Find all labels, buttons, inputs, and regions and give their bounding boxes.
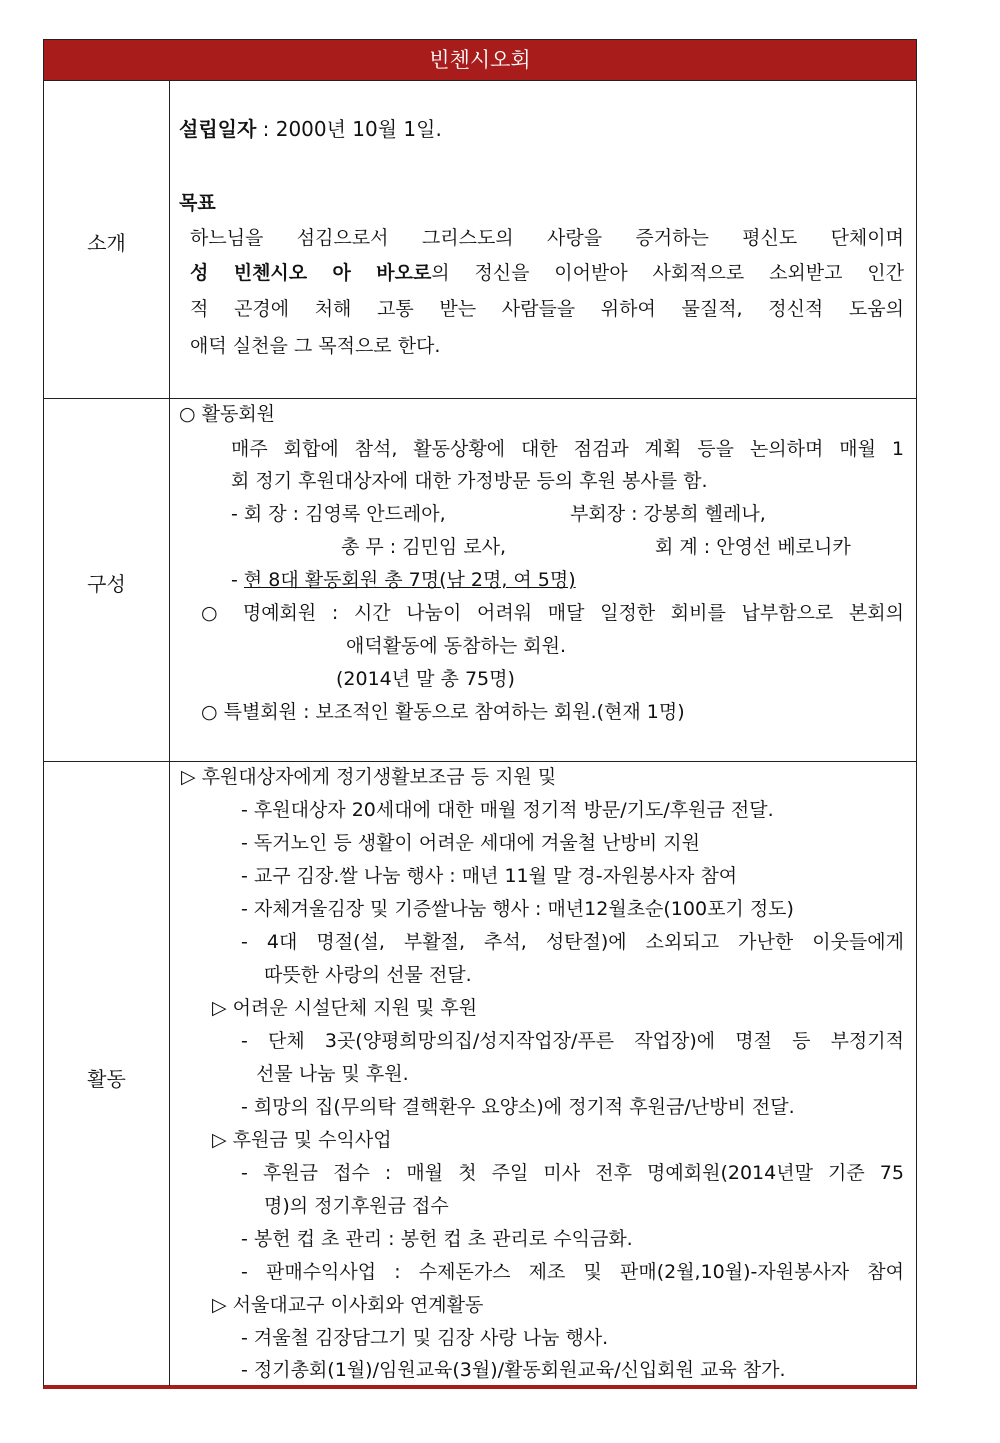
- goal-line: 애덕 실천을 그 목적으로 한다.: [190, 335, 441, 357]
- officer-president: - 회 장 : 김영록 안드레아,: [231, 503, 446, 525]
- active-desc-line: 회 정기 후원대상자에 대한 가정방문 등의 후원 봉사를 함.: [231, 470, 708, 492]
- goal-line: 적 곤경에 처해 고통 받는 사람들을 위하여 물질적, 정신적 도움의: [190, 298, 904, 320]
- row-label-activities: 활동: [87, 1067, 126, 1091]
- goal-heading: 목표: [179, 192, 216, 214]
- officer-treasurer: 회 계 : 안영선 베로니카: [655, 536, 851, 558]
- activity-heading: ▷ 후원대상자에게 정기생활보조금 등 지원 및: [181, 766, 557, 788]
- activity-item: - 희망의 집(무의탁 결핵환우 요양소)에 정기적 후원금/난방비 전달.: [241, 1096, 795, 1118]
- column-divider: [169, 80, 170, 1386]
- activity-item-cont: 명)의 정기후원금 접수: [264, 1195, 449, 1217]
- activity-heading: ▷ 후원금 및 수익사업: [212, 1129, 392, 1151]
- active-desc-line: 매주 회합에 참석, 활동상황에 대한 점검과 계획 등을 논의하며 매월 1: [231, 438, 904, 460]
- divider: [44, 80, 916, 81]
- activity-item-cont: 선물 나눔 및 후원.: [256, 1063, 409, 1085]
- active-members-title: ○ 활동회원: [179, 403, 276, 425]
- activity-item: - 독거노인 등 생활이 어려운 세대에 겨울철 난방비 지원: [241, 832, 700, 854]
- founded-label: 설립일자: [179, 117, 257, 141]
- founded-value: : 2000년 10월 1일.: [256, 117, 442, 141]
- officer-secretary: 총 무 : 김민임 로사,: [341, 536, 507, 558]
- table-title: 빈첸시오회: [44, 40, 916, 80]
- activity-heading: ▷ 서울대교구 이사회와 연계활동: [212, 1294, 484, 1316]
- activity-item: - 단체 3곳(양평희망의집/성지작업장/푸른 작업장)에 명절 등 부정기적: [241, 1030, 904, 1052]
- officer-vice-president: 부회장 : 강봉희 헬레나,: [570, 503, 766, 525]
- divider: [44, 398, 916, 399]
- divider: [44, 761, 916, 762]
- goal-line: 하느님을 섬김으로서 그리스도의 사랑을 증거하는 평신도 단체이며: [190, 227, 904, 249]
- founded-date: [179, 116, 442, 142]
- document-table: [43, 39, 917, 1389]
- honorary-line: 애덕활동에 동참하는 회원.: [346, 635, 567, 657]
- row-label-intro: 소개: [87, 231, 126, 255]
- honorary-count: (2014년 말 총 75명): [336, 668, 515, 690]
- member-count: - 현 8대 활동회원 총 7명(남 2명, 여 5명): [231, 569, 576, 591]
- activity-item: - 판매수익사업 : 수제돈가스 제조 및 판매(2월,10월)-자원봉사자 참여: [241, 1261, 904, 1283]
- goal-line: 성 빈첸시오 아 바오로의 정신을 이어받아 사회적으로 소외받고 인간: [190, 262, 904, 284]
- activity-item: - 겨울철 김장담그기 및 김장 사랑 나눔 행사.: [241, 1327, 609, 1349]
- activity-heading: ▷ 어려운 시설단체 지원 및 후원: [212, 997, 478, 1019]
- activity-item: - 봉헌 컵 초 관리 : 봉헌 컵 초 관리로 수익금화.: [241, 1228, 633, 1250]
- activity-item: - 4대 명절(설, 부활절, 추석, 성탄절)에 소외되고 가난한 이웃들에게: [241, 931, 904, 953]
- patron-name: 성 빈첸시오 아 바오로: [190, 262, 432, 284]
- honorary-line: ○ 명예회원 : 시간 나눔이 어려워 매달 일정한 회비를 납부함으로 본회의: [201, 602, 904, 624]
- special-member-line: ○ 특별회원 : 보조적인 활동으로 참여하는 회원.(현재 1명): [201, 701, 685, 723]
- row-label-composition: 구성: [87, 572, 126, 596]
- activity-item: - 후원대상자 20세대에 대한 매월 정기적 방문/기도/후원금 전달.: [241, 799, 774, 821]
- activity-item: - 자체겨울김장 및 기증쌀나눔 행사 : 매년12월초순(100포기 정도): [241, 898, 794, 920]
- activity-item: - 정기총회(1월)/임원교육(3월)/활동회원교육/신입회원 교육 참가.: [241, 1359, 786, 1381]
- activity-item: - 후원금 접수 : 매월 첫 주일 미사 전후 명예회원(2014년말 기준 75: [241, 1162, 904, 1184]
- activity-item: - 교구 김장.쌀 나눔 행사 : 매년 11월 말 경-자원봉사자 참여: [241, 865, 738, 887]
- activity-item-cont: 따뜻한 사랑의 선물 전달.: [264, 964, 472, 986]
